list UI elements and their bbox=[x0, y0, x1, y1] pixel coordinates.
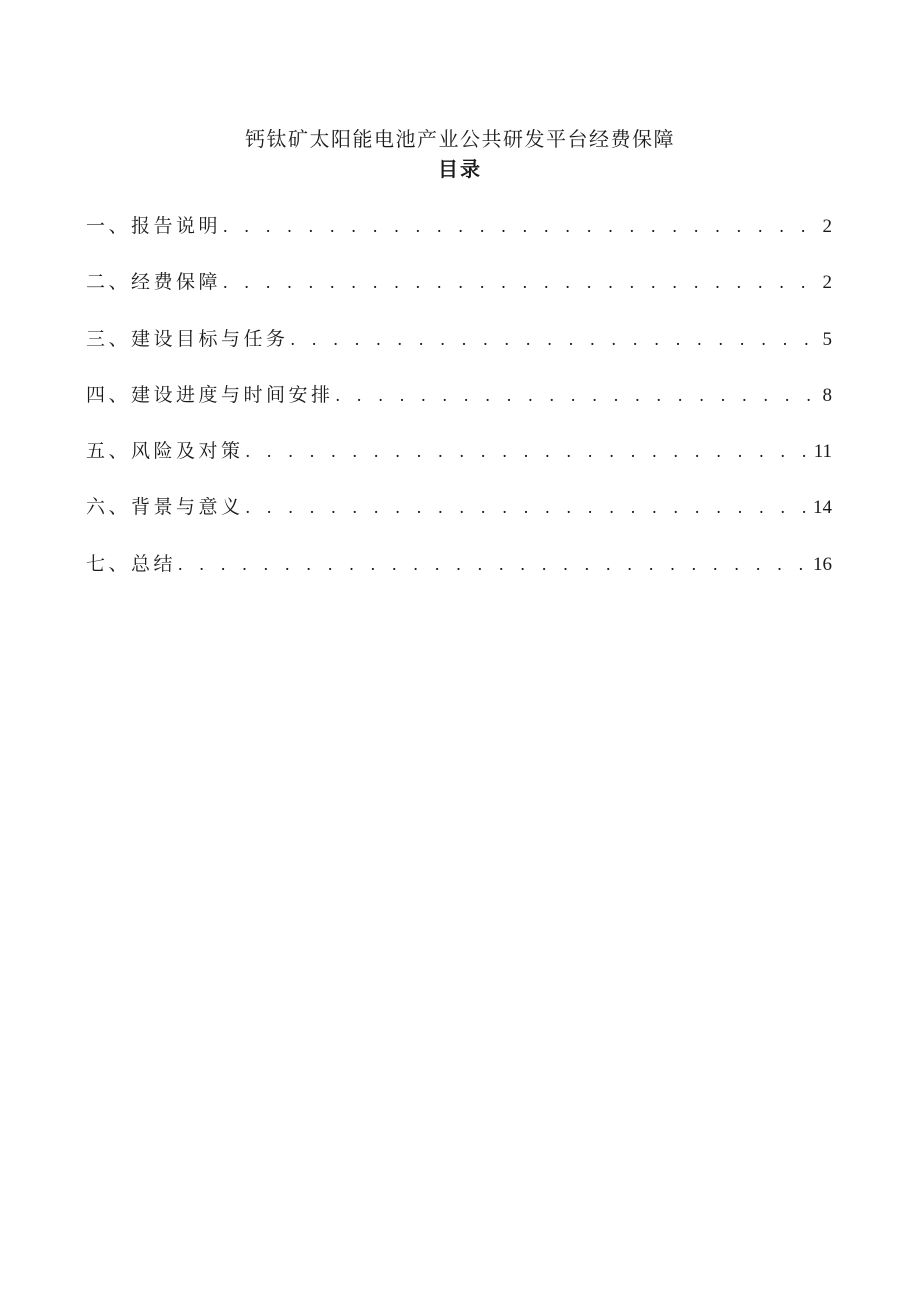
toc-heading: 目录 bbox=[438, 157, 482, 181]
toc-dot-leader bbox=[223, 266, 818, 298]
toc-entry-label: 六、背景与意义 bbox=[86, 496, 244, 519]
toc-entry[interactable] bbox=[86, 266, 832, 322]
toc-entry-label: 七、总结 bbox=[86, 552, 177, 575]
toc-dot-leader bbox=[246, 435, 810, 467]
toc-entry[interactable] bbox=[86, 435, 832, 491]
toc-entry-label: 一、报告说明 bbox=[86, 215, 222, 237]
toc-entry-page: 2 bbox=[822, 216, 832, 237]
toc-entry-label: 四、建设进度与时间安排 bbox=[86, 383, 334, 406]
toc-entry-label: 二、经费保障 bbox=[86, 271, 222, 294]
document-title: 钙钛矿太阳能电池产业公共研发平台经费保障 bbox=[245, 127, 675, 151]
toc-entry-page: 16 bbox=[813, 553, 832, 575]
toc-entry-page: 2 bbox=[822, 272, 832, 294]
toc-dot-leader bbox=[223, 210, 818, 242]
toc-entry[interactable] bbox=[86, 379, 832, 435]
toc-dot-leader bbox=[336, 379, 819, 411]
toc-dot-leader bbox=[246, 491, 809, 523]
toc-entry[interactable] bbox=[86, 548, 832, 604]
toc-entry-label: 三、建设目标与任务 bbox=[86, 327, 289, 350]
toc-entry-page: 14 bbox=[813, 497, 832, 519]
toc-entry[interactable] bbox=[86, 323, 832, 379]
toc-dot-leader bbox=[178, 548, 809, 580]
table-of-contents bbox=[86, 210, 832, 604]
toc-entry[interactable] bbox=[86, 210, 832, 266]
toc-entry[interactable] bbox=[86, 491, 832, 547]
toc-entry-page: 11 bbox=[813, 441, 832, 463]
toc-entry-page: 5 bbox=[822, 328, 832, 350]
toc-dot-leader bbox=[291, 323, 819, 355]
toc-entry-page: 8 bbox=[822, 384, 832, 406]
toc-entry-label: 五、风险及对策 bbox=[86, 440, 244, 463]
